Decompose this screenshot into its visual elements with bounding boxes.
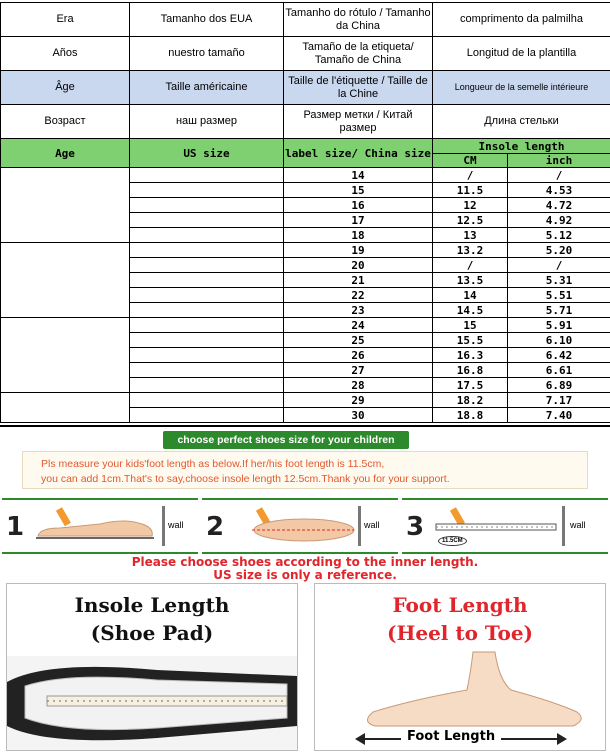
label-cell: 28 (284, 378, 433, 393)
age-header: Age (1, 139, 130, 168)
inch-cell: 4.53 (508, 183, 610, 198)
cm-cell: 13 (433, 228, 508, 243)
inch-cell: 5.20 (508, 243, 610, 258)
label-cell: 25 (284, 333, 433, 348)
us-size-cell (130, 243, 284, 258)
table-row (1, 168, 610, 183)
guide-line-2: you can add 1cm.That's to say,choose insole length 12.5cm.Thank you for your support. (41, 473, 450, 485)
language-cell: Taille américaine (130, 71, 284, 105)
label-cell: 14 (284, 168, 433, 183)
inch-cell: 6.42 (508, 348, 610, 363)
language-cell: Tamanho dos EUA (130, 3, 284, 37)
us-size-cell (130, 168, 284, 183)
inch-cell: 7.40 (508, 408, 610, 423)
label-cell: 15 (284, 183, 433, 198)
foot-length-caption: Foot Length (401, 729, 501, 744)
foot-image (315, 650, 605, 730)
foot-subtitle: (Heel to Toe) (386, 621, 534, 645)
us-size-cell (130, 348, 284, 363)
foot-length-panel (314, 583, 606, 751)
step-number: 2 (206, 512, 225, 542)
language-cell: Tamaño de la etiqueta/ Tamaño de China (284, 37, 433, 71)
cm-cell: 18.2 (433, 393, 508, 408)
cm-cell: 18.8 (433, 408, 508, 423)
label-cell: 16 (284, 198, 433, 213)
wall-label: wall (168, 520, 184, 530)
label-cell: 22 (284, 288, 433, 303)
foot-side-icon (30, 506, 160, 546)
inch-cell: 7.17 (508, 393, 610, 408)
language-cell: Возраст (1, 105, 130, 139)
insole-image (7, 656, 297, 751)
us-size-cell (130, 198, 284, 213)
label-cell: 21 (284, 273, 433, 288)
cm-cell: 15.5 (433, 333, 508, 348)
inch-cell: 6.89 (508, 378, 610, 393)
label-cell: 17 (284, 213, 433, 228)
language-cell: Размер метки / Китай размер (284, 105, 433, 139)
cm-header: CM (433, 154, 508, 168)
cm-cell: 16.8 (433, 363, 508, 378)
cm-cell: 15 (433, 318, 508, 333)
cm-cell: 11.5 (433, 183, 508, 198)
us-size-cell (130, 333, 284, 348)
wall-label: wall (570, 520, 586, 530)
label-cell: 18 (284, 228, 433, 243)
label-cell: 19 (284, 243, 433, 258)
us-size-cell (130, 408, 284, 423)
cm-cell: / (433, 258, 508, 273)
section-divider (0, 425, 610, 427)
inch-cell: 5.51 (508, 288, 610, 303)
inch-cell: 5.91 (508, 318, 610, 333)
inch-cell: 6.10 (508, 333, 610, 348)
language-row (1, 71, 610, 105)
language-cell: Años (1, 37, 130, 71)
label-cell: 23 (284, 303, 433, 318)
guide-banner: choose perfect shoes size for your children (163, 431, 409, 449)
inch-cell: 5.12 (508, 228, 610, 243)
us-size-header: US size (130, 139, 284, 168)
us-size-cell (130, 363, 284, 378)
step-number: 1 (6, 512, 25, 542)
cm-cell: 13.2 (433, 243, 508, 258)
step-2 (202, 498, 398, 554)
insole-subtitle: (Shoe Pad) (90, 621, 214, 645)
cm-cell: 16.3 (433, 348, 508, 363)
step-number: 3 (406, 512, 425, 542)
foot-top-icon (232, 506, 358, 546)
insole-length-panel (6, 583, 298, 751)
table-row (1, 318, 610, 333)
insole-title: Insole Length (74, 593, 230, 617)
guide-line-1: Pls measure your kids'foot length as below.If her/his foot length is 11.5cm, (41, 458, 385, 470)
label-size-header: label size/ China size (284, 139, 433, 168)
language-cell: Longitud de la plantilla (433, 37, 610, 71)
language-cell: Longueur de la semelle intérieure (433, 71, 610, 105)
language-cell: Âge (1, 71, 130, 105)
measure-tag: 11.5CM (438, 536, 467, 546)
cm-cell: 14.5 (433, 303, 508, 318)
us-size-cell (130, 258, 284, 273)
age-cell (1, 393, 130, 423)
age-cell (1, 168, 130, 243)
language-cell: comprimento da palmilha (433, 3, 610, 37)
table-row (1, 393, 610, 408)
label-cell: 20 (284, 258, 433, 273)
us-size-cell (130, 288, 284, 303)
guide-instructions (22, 451, 588, 489)
us-size-cell (130, 213, 284, 228)
age-cell (1, 318, 130, 393)
us-size-cell (130, 303, 284, 318)
language-cell: Era (1, 3, 130, 37)
inch-cell: 6.61 (508, 363, 610, 378)
language-cell: Taille de l'étiquette / Taille de la Chine (284, 71, 433, 105)
inch-cell: 4.92 (508, 213, 610, 228)
us-size-cell (130, 393, 284, 408)
warning-line-1: Please choose shoes according to the inner length. (131, 555, 479, 569)
cm-cell: 17.5 (433, 378, 508, 393)
foot-title: Foot Length (392, 593, 528, 617)
us-size-cell (130, 378, 284, 393)
label-cell: 26 (284, 348, 433, 363)
size-chart-table (0, 138, 610, 423)
language-cell: nuestro tamaño (130, 37, 284, 71)
insole-length-header: Insole length (433, 139, 610, 154)
inch-header: inch (508, 154, 610, 168)
cm-cell: 12.5 (433, 213, 508, 228)
language-cell: Tamanho do rótulo / Tamanho da China (284, 3, 433, 37)
inch-cell: 5.71 (508, 303, 610, 318)
us-size-cell (130, 273, 284, 288)
language-header-table (0, 2, 610, 139)
inch-cell: / (508, 258, 610, 273)
warning-line-2: US size is only a reference. (213, 568, 397, 582)
age-cell (1, 243, 130, 318)
language-row (1, 37, 610, 71)
label-cell: 24 (284, 318, 433, 333)
language-cell: наш размер (130, 105, 284, 139)
cm-cell: 14 (433, 288, 508, 303)
inch-cell: 5.31 (508, 273, 610, 288)
language-cell: Длина стельки (433, 105, 610, 139)
step-1 (2, 498, 198, 554)
cm-cell: 12 (433, 198, 508, 213)
language-row (1, 3, 610, 37)
language-row (1, 105, 610, 139)
us-size-cell (130, 183, 284, 198)
inch-cell: 4.72 (508, 198, 610, 213)
us-size-cell (130, 318, 284, 333)
cm-cell: 13.5 (433, 273, 508, 288)
cm-cell: / (433, 168, 508, 183)
step-3 (402, 498, 608, 554)
inch-cell: / (508, 168, 610, 183)
label-cell: 27 (284, 363, 433, 378)
wall-label: wall (364, 520, 380, 530)
label-cell: 29 (284, 393, 433, 408)
label-cell: 30 (284, 408, 433, 423)
us-size-cell (130, 228, 284, 243)
table-row (1, 243, 610, 258)
